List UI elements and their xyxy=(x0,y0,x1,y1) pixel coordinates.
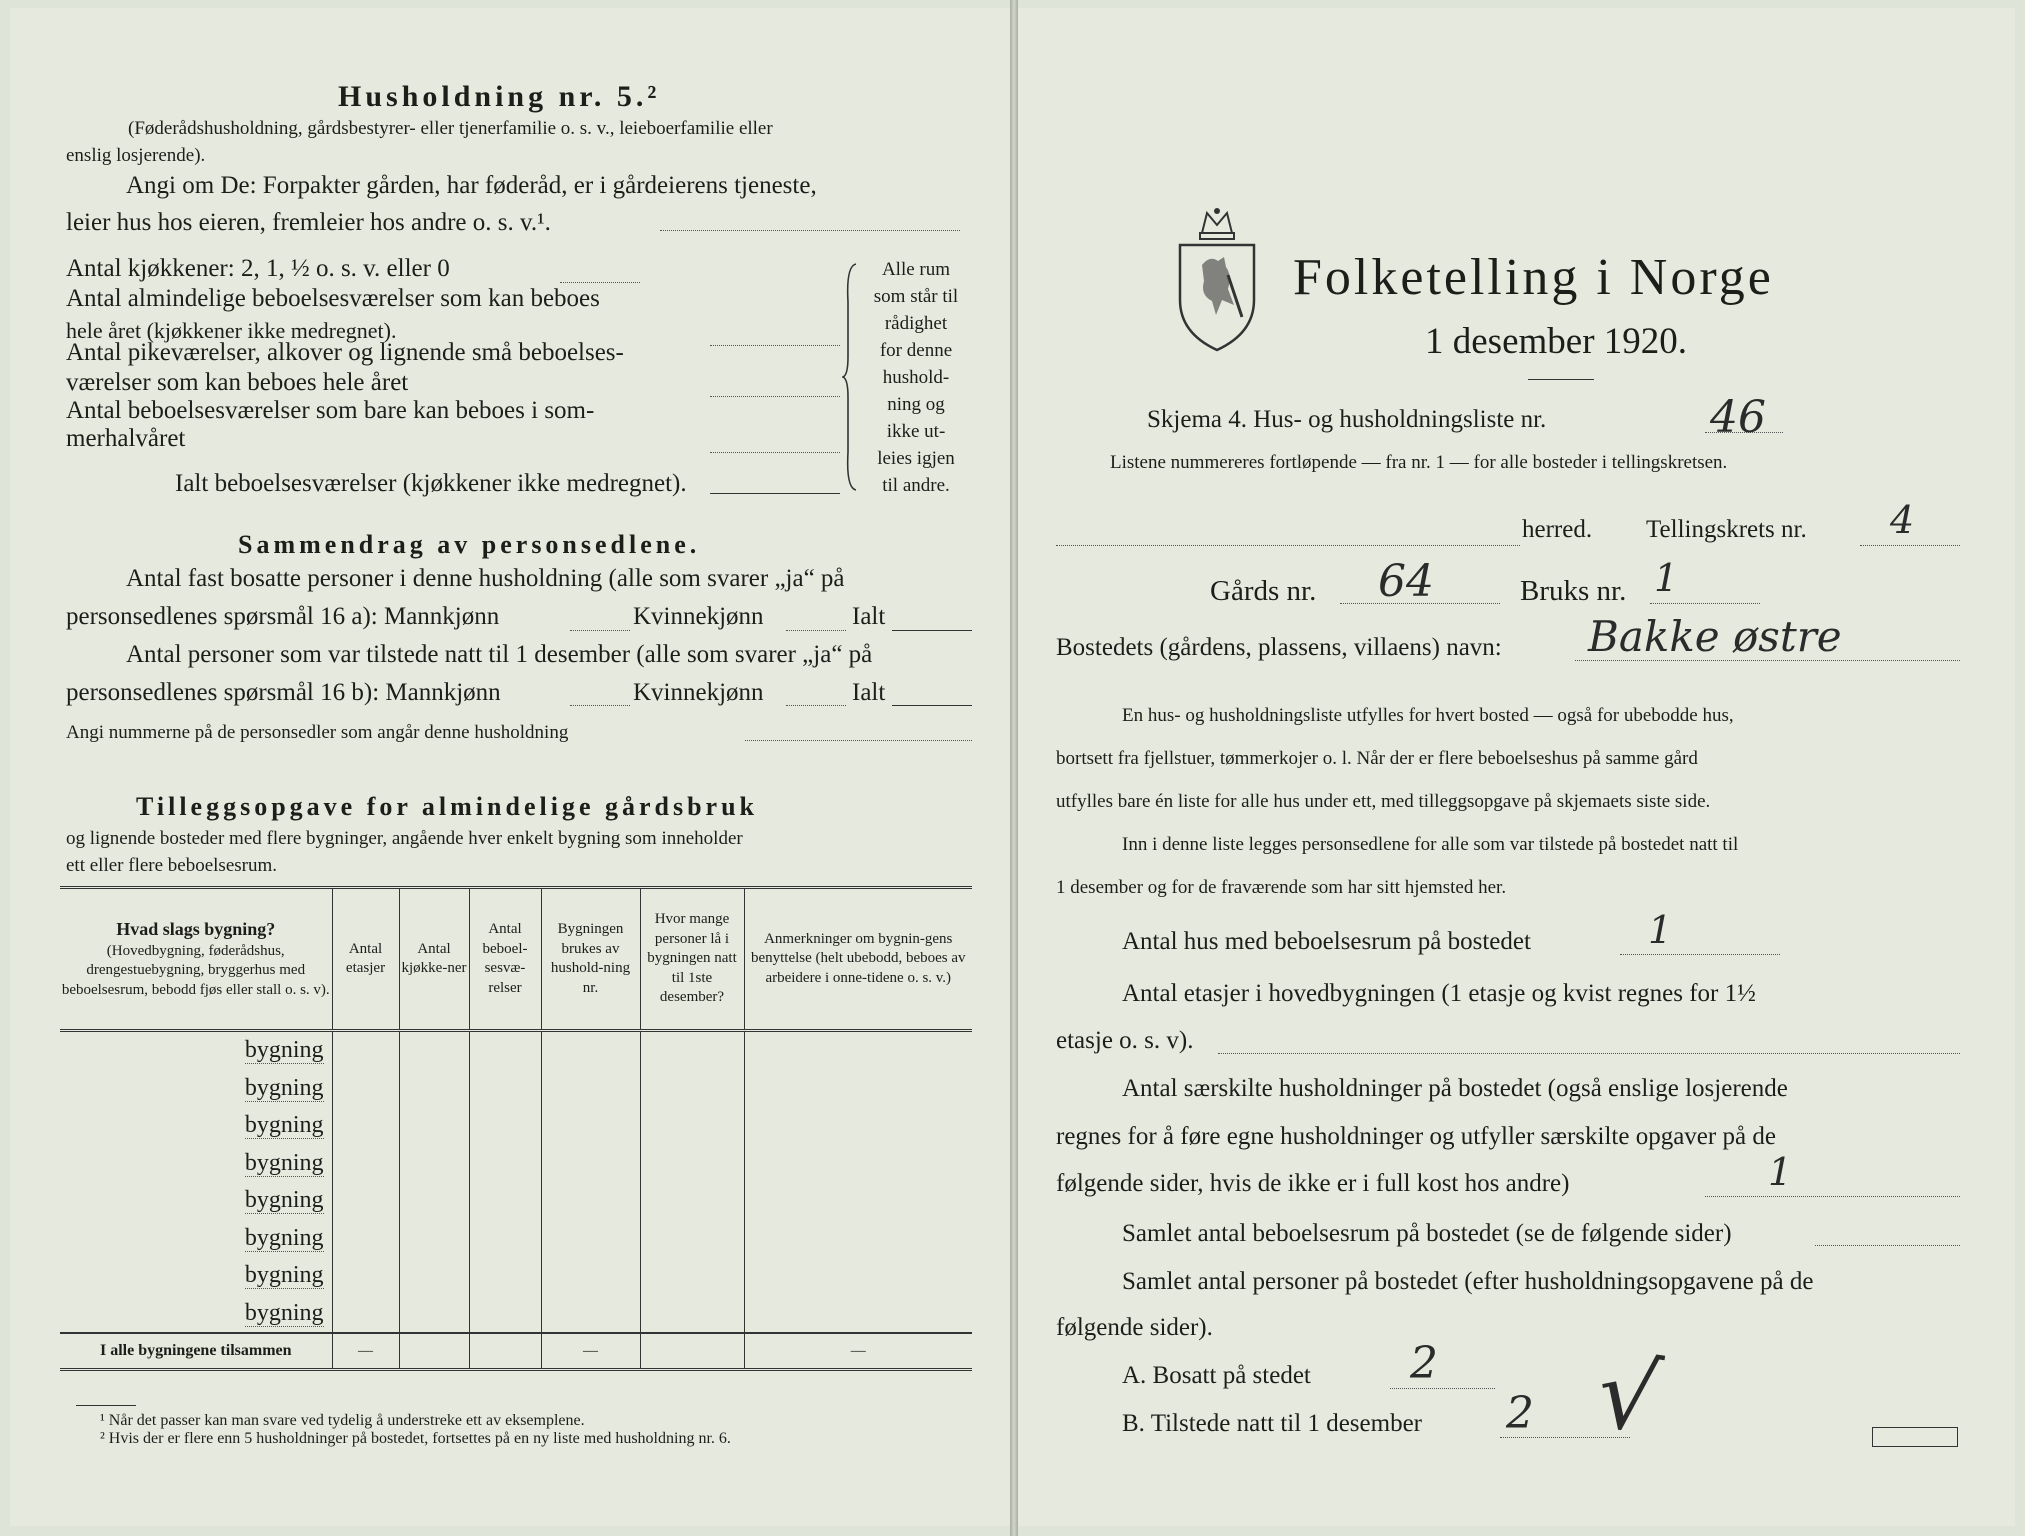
brace-icon xyxy=(842,262,862,492)
present-label: B. Tilstede natt til 1 desember xyxy=(1122,1410,1422,1437)
houses-label: Antal hus med beboelsesrum på bostedet xyxy=(1122,928,1531,955)
building-label: bygning xyxy=(244,1299,324,1326)
footnote-rule xyxy=(76,1405,136,1406)
households-field[interactable] xyxy=(1705,1196,1960,1197)
instructions-2b: 1 desember og for de fraværende som har sitt hjemsted her. xyxy=(1056,877,1507,898)
present-female-field[interactable] xyxy=(786,705,846,706)
col-household: Bygningen brukes av hushold-ning nr. xyxy=(541,888,640,1031)
present-female-label: Kvinnekjønn xyxy=(633,679,764,706)
building-label: bygning xyxy=(244,1262,324,1289)
census-date: 1 desember 1920. xyxy=(1425,321,1688,362)
household-intro: (Føderådshusholdning, gårdsbestyrer- eller tjenerfamilie o. s. v., leieboerfamilie eller xyxy=(128,118,773,139)
present-total-field[interactable] xyxy=(892,705,972,706)
total-rooms-label: Ialt beboelsesværelser (kjøkkener ikke medregnet). xyxy=(175,470,687,497)
table-row xyxy=(60,1257,972,1295)
brace-note: Alle rum som står til rådighet for denne hushold- ning og ikke ut- leies igjen til andre. xyxy=(873,259,959,496)
rooms-line-4: Antal pikeværelser, alkover og lignende små beboelses- xyxy=(66,339,624,366)
building-label: bygning xyxy=(244,1187,324,1214)
title-rule xyxy=(1528,379,1594,380)
table-row xyxy=(60,1220,972,1258)
person-numbers-label: Angi nummerne på de personsedler som angår denne husholdning xyxy=(66,722,569,743)
building-label: bygning xyxy=(244,1149,324,1176)
summary-title: Sammendrag av personsedlene. xyxy=(238,530,701,559)
coat-of-arms-icon xyxy=(1172,205,1262,355)
rooms-line-6: Antal beboelsesværelser som bare kan beboes i som- xyxy=(66,397,595,424)
present-total-label: Ialt xyxy=(852,679,886,706)
summer-rooms-field[interactable] xyxy=(710,452,840,453)
floors-label-2: etasje o. s. v). xyxy=(1056,1027,1194,1054)
table-row xyxy=(60,1182,972,1220)
kitchens-field[interactable] xyxy=(560,282,640,283)
district-label: Tellingskrets nr. xyxy=(1646,516,1807,543)
floors-label-1: Antal etasjer i hovedbygningen (1 etasje og kvist regnes for 1½ xyxy=(1122,980,1756,1007)
present-male-field[interactable] xyxy=(570,705,630,706)
floors-field[interactable] xyxy=(1218,1053,1960,1054)
resident-label: A. Bosatt på stedet xyxy=(1122,1362,1311,1389)
col-persons: Hvor mange personer lå i bygningen natt til 1ste desember? xyxy=(640,888,744,1031)
holding-number-value: 1 xyxy=(1654,556,1679,600)
building-label: bygning xyxy=(244,1037,324,1064)
tenure-question-2: leier hus hos eieren, fremleier hos andre o. s. v.¹. xyxy=(66,209,551,236)
building-label: bygning xyxy=(244,1074,324,1101)
households-label-1: Antal særskilte husholdninger på bostedet (også enslige losjerende xyxy=(1122,1075,1788,1102)
farm-number-label: Gårds nr. xyxy=(1210,575,1317,607)
building-label: bygning xyxy=(244,1224,324,1251)
person-numbers-field[interactable] xyxy=(745,740,972,741)
instructions-1b: bortsett fra fjellstuer, tømmerkojer o. l. Når der er flere beboelseshus på samme gård xyxy=(1056,748,1698,769)
total-persons-label-1: Samlet antal personer på bostedet (efter husholdningsopgavene på de xyxy=(1122,1268,1814,1295)
summary-line-3: Antal personer som var tilstede natt til 1 desember (alle som svarer „ja“ på xyxy=(126,641,873,668)
col-remarks: Anmerkninger om bygnin-gens benyttelse (helt ubebodd, beboes av arbeidere i onne-tidene o. s. v.) xyxy=(744,888,972,1031)
resident-value: 2 xyxy=(1410,1338,1438,1389)
district-field[interactable] xyxy=(1860,545,1960,546)
household-title: Husholdning nr. 5.² xyxy=(338,80,661,113)
instructions-1a: En hus- og husholdningsliste utfylles for hvert bosted — også for ubebodde hus, xyxy=(1122,705,1734,726)
herred-label: herred. xyxy=(1522,516,1593,543)
holding-number-field[interactable] xyxy=(1650,603,1760,604)
footnote-2: ² Hvis der er flere enn 5 husholdninger på bostedet, fortsettes på en ny liste med husholdning nr. 6. xyxy=(100,1430,731,1447)
summary-line-4: personsedlenes spørsmål 16 b): Mannkjønn xyxy=(66,679,501,706)
rooms-line-3: hele året (kjøkkener ikke medregnet). xyxy=(66,318,397,343)
resident-total-label: Ialt xyxy=(852,603,886,630)
household-intro-2: enslig losjerende). xyxy=(66,145,206,166)
resident-male-field[interactable] xyxy=(570,630,630,631)
table-total-row xyxy=(60,1333,972,1370)
total-rooms-field[interactable] xyxy=(710,493,840,494)
table-row xyxy=(60,1070,972,1108)
schema-label: Skjema 4. Hus- og husholdningsliste nr. xyxy=(1147,406,1547,433)
supplement-line-2: ett eller flere beboelsesrum. xyxy=(66,855,278,876)
herred-field[interactable] xyxy=(1056,545,1520,546)
building-table xyxy=(60,886,972,1371)
instructions-2a: Inn i denne liste legges personsedlene for alle som var tilstede på bostedet natt til xyxy=(1122,834,1739,855)
printer-stamp xyxy=(1872,1427,1958,1447)
check-mark: √ xyxy=(1590,1336,1667,1456)
total-floors: — xyxy=(332,1333,399,1370)
summary-line-2: personsedlenes spørsmål 16 a): Mannkjønn xyxy=(66,603,500,630)
place-name-value: Bakke østre xyxy=(1588,612,1842,661)
instructions-1c: utfylles bare én liste for alle hus under ett, med tilleggsopgave på skjemaets siste side. xyxy=(1056,791,1711,812)
houses-field[interactable] xyxy=(1620,954,1780,955)
present-value: 2 xyxy=(1506,1388,1534,1439)
place-name-label: Bostedets (gårdens, plassens, villaens) navn: xyxy=(1056,634,1502,661)
households-label-2: regnes for å føre egne husholdninger og utfyller særskilte opgaver på de xyxy=(1056,1123,1776,1150)
resident-total-field[interactable] xyxy=(892,630,972,631)
total-household: — xyxy=(541,1333,640,1370)
ordinary-rooms-field[interactable] xyxy=(710,345,840,346)
total-rooms-site-label: Samlet antal beboelsesrum på bostedet (se de følgende sider) xyxy=(1122,1220,1732,1247)
census-title: Folketelling i Norge xyxy=(1293,249,1774,306)
households-value: 1 xyxy=(1768,1150,1793,1194)
total-label: I alle bygningene tilsammen xyxy=(60,1333,332,1370)
table-row xyxy=(60,1295,972,1334)
total-remarks: — xyxy=(744,1333,972,1370)
resident-female-field[interactable] xyxy=(786,630,846,631)
col-kitchens: Antal kjøkke-ner xyxy=(399,888,469,1031)
table-header-row xyxy=(60,888,972,1031)
numbering-note: Listene nummereres fortløpende — fra nr. 1 — for alle bosteder i tellingskretsen. xyxy=(1110,452,1728,473)
rooms-line-1: Antal kjøkkener: 2, 1, ½ o. s. v. eller 0 xyxy=(66,255,450,282)
col-floors: Antal etasjer xyxy=(332,888,399,1031)
table-row xyxy=(60,1145,972,1183)
total-persons-label-2: følgende sider). xyxy=(1056,1314,1213,1341)
tenure-question: Angi om De: Forpakter gården, har føderåd, er i gårdeierens tjeneste, xyxy=(126,172,817,199)
summary-line-1: Antal fast bosatte personer i denne husholdning (alle som svarer „ja“ på xyxy=(126,565,845,592)
page-fold xyxy=(1010,0,1018,1536)
resident-female-label: Kvinnekjønn xyxy=(633,603,764,630)
list-number-value: 46 xyxy=(1710,392,1766,443)
table-row xyxy=(60,1107,972,1145)
holding-number-label: Bruks nr. xyxy=(1520,575,1627,607)
households-label-3: følgende sider, hvis de ikke er i full kost hos andre) xyxy=(1056,1170,1570,1197)
rooms-line-5: værelser som kan beboes hele året xyxy=(66,369,409,396)
table-row xyxy=(60,1031,972,1070)
tenure-answer-line[interactable] xyxy=(660,230,960,231)
rooms-line-2: Antal almindelige beboelsesværelser som kan beboes xyxy=(66,285,600,312)
building-label: bygning xyxy=(244,1112,324,1139)
col-rooms: Antal beboel-sesvæ-relser xyxy=(469,888,541,1031)
resident-field[interactable] xyxy=(1390,1388,1495,1389)
supplement-line-1: og lignende bosteder med flere bygninger, angående hver enkelt bygning som inneholder xyxy=(66,828,743,849)
col-building-type: Hvad slags bygning? (Hovedbygning, føderådshus, drengestuebygning, bryggerhus med beboelsesrum, bebodd fjøs eller stall o. s. v). xyxy=(60,888,332,1031)
supplement-title: Tilleggsopgave for almindelige gårdsbruk xyxy=(136,792,759,821)
district-value: 4 xyxy=(1890,498,1915,542)
small-rooms-field[interactable] xyxy=(710,396,840,397)
houses-value: 1 xyxy=(1648,908,1673,952)
rooms-line-7: merhalvåret xyxy=(66,425,186,452)
total-rooms-site-field[interactable] xyxy=(1815,1245,1960,1246)
farm-number-value: 64 xyxy=(1378,556,1434,607)
footnote-1: ¹ Når det passer kan man svare ved tydelig å understreke ett av eksemplene. xyxy=(100,1412,585,1429)
